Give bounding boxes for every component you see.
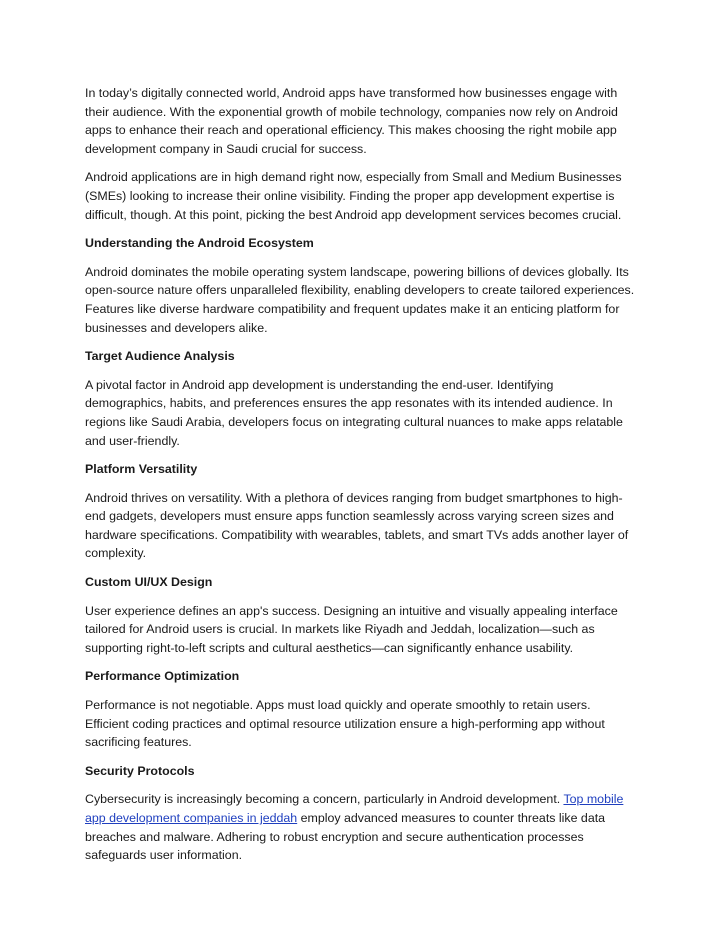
section-heading-performance: Performance Optimization: [85, 669, 240, 684]
section-body-platform-versatility: Android thrives on versatility. With a plethora of devices ranging from budget smartphones to high-end gadgets, developers must ensure apps function seamlessly across varying screen sizes and hardware specifications. Compatibility with wearables, tablets, and smart TVs adds another layer of complexity.: [85, 490, 629, 561]
intro-paragraph-2: Android applications are in high demand right now, especially from Small and Medium Businesses (SMEs) looking to increase their online visibility. Finding the proper app development expertise is difficult, though. At this point, picking the best Android app development services becomes crucial.: [85, 170, 622, 222]
section-heading-ui-ux-design: Custom UI/UX Design: [85, 575, 213, 590]
document-page: [85, 84, 637, 875]
section-heading-platform-versatility: Platform Versatility: [85, 462, 198, 477]
section-heading-target-audience: Target Audience Analysis: [85, 349, 235, 364]
security-text-after-link: employ advanced measures to counter threats like data breaches and malware. Adhering to robust encryption and secure authentication processes safeguards user information.: [85, 811, 606, 863]
section-body-android-ecosystem: Android dominates the mobile operating system landscape, powering billions of devices globally. Its open-source nature offers unparalleled flexibility, enabling developers to create tailored experiences. Features like diverse hardware compatibility and frequent updates make it an enticing platform for businesses and developers alike.: [85, 264, 635, 335]
section-body-ui-ux-design: User experience defines an app's success. Designing an intuitive and visually appealing interface tailored for Android users is crucial. In markets like Riyadh and Jeddah, localization—such as supporting right-to-left scripts and cultural aesthetics—can significantly enhance usability.: [85, 603, 618, 655]
section-heading-security: Security Protocols: [85, 763, 195, 778]
intro-paragraph-1: In today’s digitally connected world, Android apps have transformed how businesses engage with their audience. With the exponential growth of mobile technology, companies now rely on Android apps to enhance their reach and operational efficiency. This makes choosing the right mobile app development company in Saudi crucial for success.: [85, 86, 618, 156]
section-heading-android-ecosystem: Understanding the Android Ecosystem: [85, 236, 314, 251]
section-body-security: [85, 790, 637, 864]
security-text-before-link: Cybersecurity is increasingly becoming a concern, particularly in Android development.: [85, 792, 564, 807]
section-body-target-audience: A pivotal factor in Android app development is understanding the end-user. Identifying demographics, habits, and preferences ensures the app resonates with its intended audience. In regions like Saudi Arabia, developers focus on integrating cultural nuances to make apps relatable and user-friendly.: [85, 377, 623, 448]
section-body-performance: Performance is not negotiable. Apps must load quickly and operate smoothly to retain users. Efficient coding practices and optimal resource utilization ensure a high-performing app without sacrificing features.: [85, 698, 605, 750]
jeddah-companies-link[interactable]: Top mobile app development companies in jeddah: [85, 792, 624, 825]
